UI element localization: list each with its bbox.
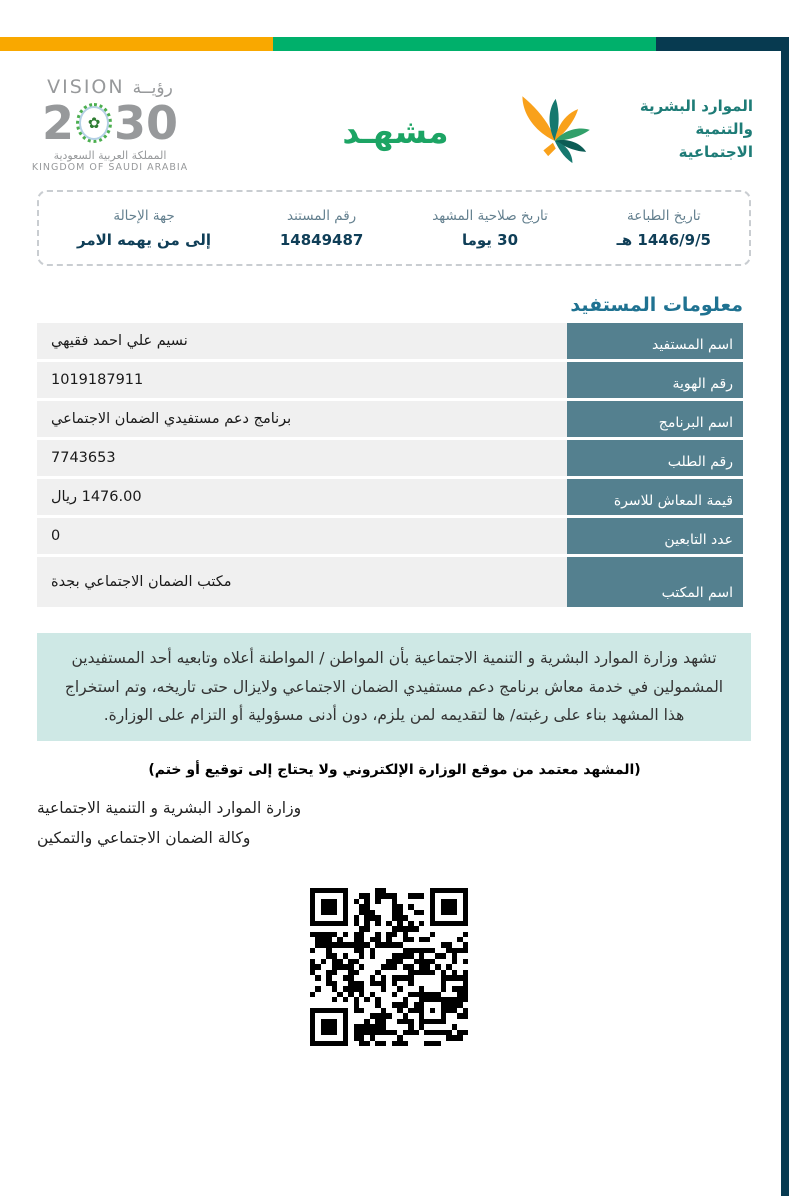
- table-row: [37, 362, 743, 398]
- ministry-logo: [508, 82, 753, 177]
- no-signature-note: (المشهد معتمد من موقع الوزارة الإلكتروني ولا يحتاج إلى توقيع أو ختم): [148, 762, 641, 778]
- table-value: 1019187911: [37, 362, 567, 398]
- table-value: برنامج دعم مستفيدي الضمان الاجتماعي: [37, 401, 567, 437]
- vision-2030-wordmark: [30, 76, 190, 98]
- document-title: مشهـد: [342, 112, 449, 151]
- ministry-emblem-icon: [508, 82, 613, 177]
- table-row: [37, 557, 743, 607]
- meta-label: تاريخ الطباعة: [627, 207, 701, 224]
- meta-field-document-number: [280, 208, 364, 249]
- table-row: [37, 401, 743, 437]
- footer-agency-line: وكالة الضمان الاجتماعي والتمكين: [37, 829, 251, 847]
- band-navy-segment: [656, 37, 789, 51]
- right-edge-strip: [781, 37, 789, 1196]
- table-value: نسيم علي احمد فقيهي: [37, 323, 567, 359]
- meta-field-referral: [77, 208, 211, 249]
- vision-2030-logo: [30, 76, 190, 173]
- table-header: عدد التابعين: [567, 518, 743, 554]
- footer-ministry-line: وزارة الموارد البشرية و التنمية الاجتماعية: [37, 799, 302, 817]
- meta-value: 14849487: [279, 230, 364, 249]
- meta-info-box: [37, 190, 751, 266]
- table-header: قيمة المعاش للاسرة: [567, 479, 743, 515]
- band-orange-segment: [0, 37, 273, 51]
- vision-year-right: 30: [114, 96, 179, 150]
- vision-year-left: 2: [41, 96, 74, 150]
- table-row: [37, 323, 743, 359]
- header: [0, 72, 781, 177]
- meta-value: إلى من يهمه الامر: [77, 230, 212, 249]
- certification-statement: تشهد وزارة الموارد البشرية و التنمية الاجتماعية بأن المواطن / المواطنة أعلاه وتابعيه أحد المستفيدين المشمولين في خدمة معاش برنامج دعم مستفيدي الضمان الاجتماعي ولايزال حتى تاريخه، وتم استخراج هذا المشهد بناء على رغبته/ ها لتقديمه لمن يلزم، دون أدنى مسؤولية أو التزام على الوزارة.: [37, 633, 751, 741]
- table-value: 7743653: [37, 440, 567, 476]
- top-color-band: [0, 37, 789, 51]
- section-title-beneficiary-info: معلومات المستفيد: [570, 294, 743, 316]
- vision-emblem-icon: ✿: [76, 103, 112, 143]
- meta-label: تاريخ صلاحية المشهد: [432, 207, 548, 224]
- table-value: 0: [37, 518, 567, 554]
- table-header: اسم المكتب: [567, 557, 743, 607]
- table-header: اسم البرنامج: [567, 401, 743, 437]
- table-row: [37, 479, 743, 515]
- table-row: [37, 518, 743, 554]
- meta-field-print-date: [617, 208, 711, 249]
- table-row: [37, 440, 743, 476]
- band-green-segment: [273, 37, 656, 51]
- beneficiary-table: [37, 323, 743, 610]
- table-header: رقم الطلب: [567, 440, 743, 476]
- vision-country-en: KINGDOM OF SAUDI ARABIA: [31, 162, 189, 173]
- meta-label: جهة الإحالة: [113, 207, 175, 224]
- table-header: رقم الهوية: [567, 362, 743, 398]
- table-header: اسم المستفيد: [567, 323, 743, 359]
- meta-value: 1446/9/5 هـ: [616, 230, 711, 249]
- vision-en-label: VISION: [47, 76, 125, 98]
- ministry-name-line2: والتنمية الاجتماعية: [678, 119, 753, 162]
- ministry-name: [619, 95, 753, 165]
- table-value: مكتب الضمان الاجتماعي بجدة: [37, 557, 567, 607]
- vision-2030-year: [30, 96, 190, 150]
- meta-value: 30 يوما: [461, 230, 519, 249]
- meta-label: رقم المستند: [287, 207, 357, 224]
- vision-ar-label: رؤيــة: [132, 78, 173, 98]
- meta-field-validity: [432, 208, 548, 249]
- vision-country-ar: المملكة العربية السعودية: [53, 149, 167, 162]
- table-value: 1476.00 ريال: [37, 479, 567, 515]
- ministry-name-line1: الموارد البشرية: [639, 96, 753, 115]
- qr-code: [310, 888, 468, 1046]
